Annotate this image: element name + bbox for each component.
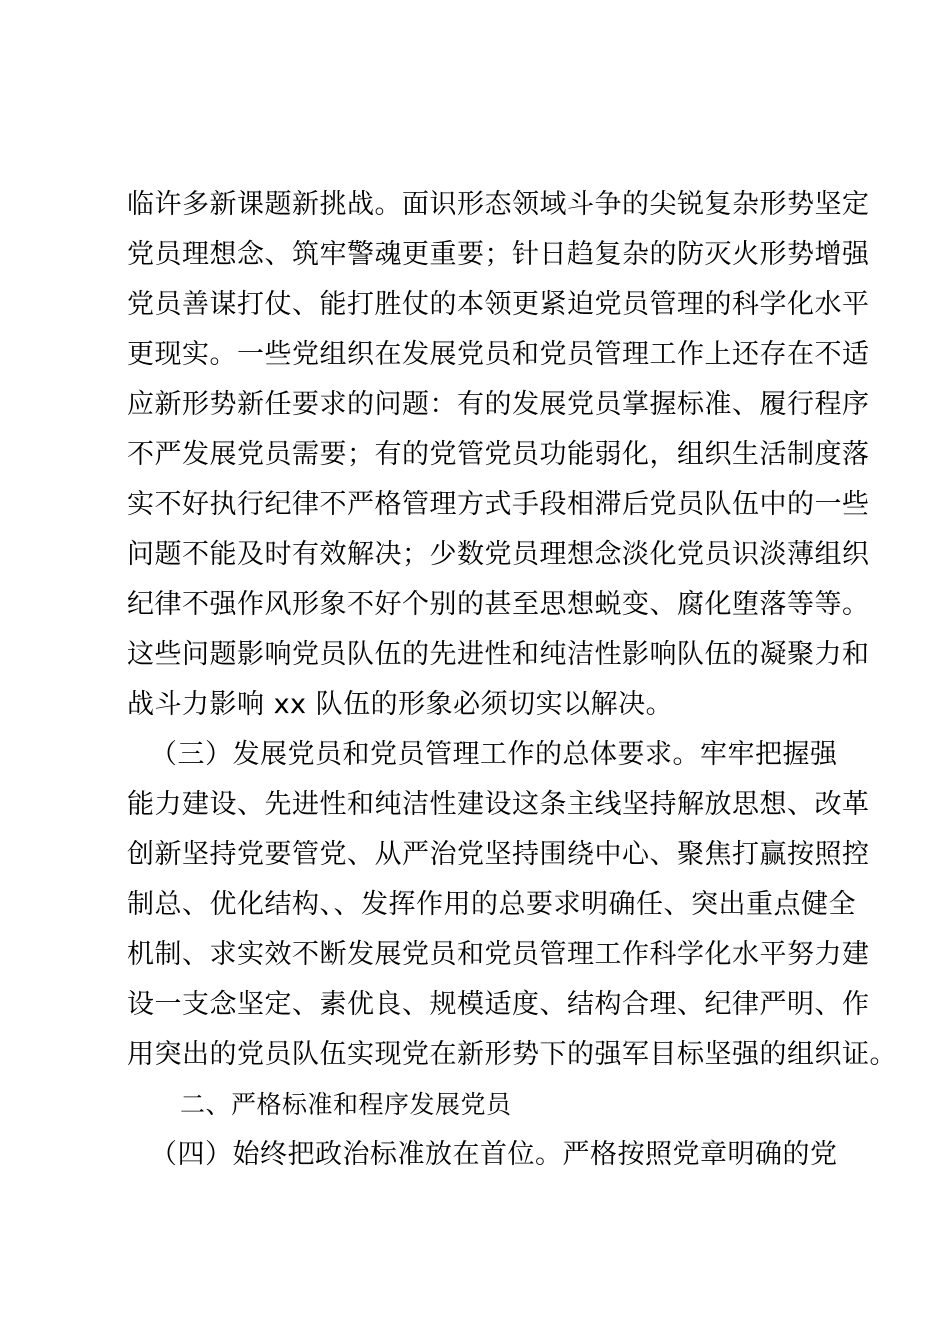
body-text-line: 创新坚持党要管党、从严治党坚持围绕中心、聚焦打赢按照控	[127, 839, 870, 870]
body-text-line: 更现实。一些党组织在发展党员和党员管理工作上还存在不适	[127, 339, 870, 370]
body-text-line: 设一支念坚定、素优良、规模适度、结构合理、纪律严明、作	[127, 989, 870, 1020]
body-text-line: 不严发展党员需要；有的党管党员功能弱化，组织生活制度落	[127, 439, 870, 470]
body-text-line: 制总、优化结构、、发挥作用的总要求明确任、突出重点健全	[127, 889, 856, 920]
body-text-line: 应新形势新任要求的问题：有的发展党员掌握标准、履行程序	[127, 389, 870, 420]
body-text-line: 用突出的党员队伍实现党在新形势下的强军目标坚强的组织证。	[127, 1039, 897, 1070]
paragraph-four-first-line: （四）始终把政治标准放在首位。严格按照党章明确的党	[150, 1139, 838, 1170]
body-text-line: 党员理想念、筑牢警魂更重要；针日趋复杂的防灭火形势增强	[127, 239, 870, 270]
body-text-line: 党员善谋打仗、能打胜仗的本领更紧迫党员管理的科学化水平	[127, 289, 870, 320]
body-text-line: 这些问题影响党员队伍的先进性和纯洁性影响队伍的凝聚力和	[127, 639, 870, 670]
body-text-line: 能力建设、先进性和纯洁性建设这条主线坚持解放思想、改革	[127, 789, 870, 820]
body-text-line: 临许多新课题新挑战。面识形态领域斗争的尖锐复杂形势坚定	[127, 189, 870, 220]
paragraph-three-first-line: （三）发展党员和党员管理工作的总体要求。牢牢把握强	[150, 739, 838, 770]
body-text-line: 战斗力影响 xx 队伍的形象必须切实以解决。	[127, 689, 674, 720]
body-text-line: 机制、求实效不断发展党员和党员管理工作科学化水平努力建	[127, 939, 870, 970]
body-text-line: 纪律不强作风形象不好个别的甚至思想蜕变、腐化堕落等等。	[127, 589, 870, 620]
body-text-line: 问题不能及时有效解决；少数党员理想念淡化党员识淡薄组织	[127, 539, 870, 570]
section-heading: 二、严格标准和程序发展党员	[180, 1090, 512, 1119]
body-text-line: 实不好执行纪律不严格管理方式手段相滞后党员队伍中的一些	[127, 489, 870, 520]
